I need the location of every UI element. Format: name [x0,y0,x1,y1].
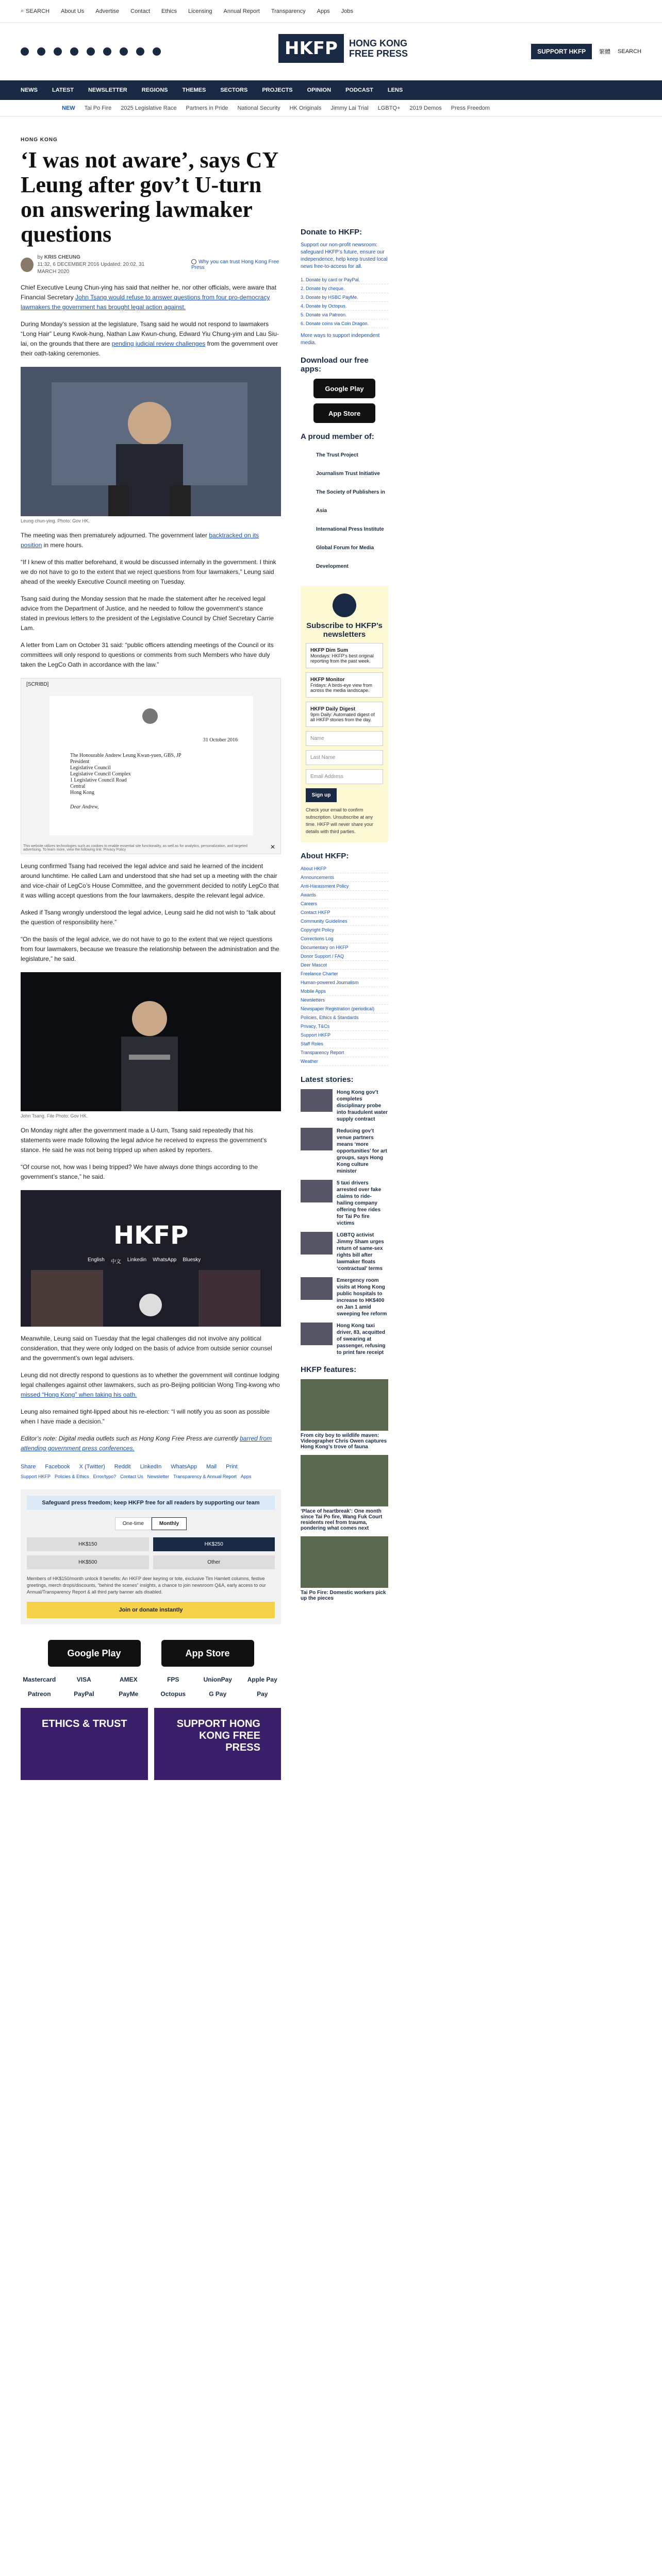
telegram-icon[interactable] [120,47,128,56]
latest-story[interactable] [301,1277,388,1317]
paragraph-text: The meeting was then prematurely adjourned. The government later [21,532,209,539]
share-facebook[interactable]: Facebook [45,1464,70,1470]
embedded-letter [49,696,253,835]
trust-link[interactable]: Why you can trust Hong Kong Free Press [191,259,279,270]
video-lang[interactable]: 中文 [110,1259,121,1265]
share-x[interactable]: X (Twitter) [79,1464,105,1470]
threads-icon[interactable] [70,47,78,56]
editor-note: Editor’s note: Digital media outlets such as Hong Kong Free Press are currently [21,1435,240,1442]
member-logo[interactable]: International Press Institute [316,527,384,532]
letter-salutation: Dear Andrew, [70,804,99,810]
latest-story[interactable] [301,1180,388,1227]
donate-option[interactable]: 5. Donate via Patreon. [301,311,388,319]
footer-link[interactable]: Newsletter [147,1474,170,1479]
payment-logo: PayPal [74,1690,94,1698]
about-link[interactable]: Support HKFP [301,1031,388,1040]
about-link[interactable]: Awards [301,891,388,900]
new-badge: NEW [62,105,75,111]
story-thumbnail [301,1277,333,1300]
story-title[interactable]: Hong Kong taxi driver, 83, acquitted of swearing at passenger, refusing to print fare receipt [337,1323,386,1355]
about-link[interactable]: Policies, Ethics & Standards [301,1013,388,1022]
share-reddit[interactable]: Reddit [114,1464,131,1470]
topic-link[interactable]: National Security [237,105,280,111]
payment-logo: Mastercard [23,1676,56,1683]
share-mail[interactable]: Mail [206,1464,217,1470]
latest-story[interactable] [301,1089,388,1123]
article-column [21,131,281,1780]
newsletter-name: HKFP Monitor [310,677,345,683]
amount-option[interactable]: HK$500 [27,1555,149,1569]
signup-button[interactable]: Sign up [306,788,337,802]
feature-image [301,1536,388,1588]
newsletter-signup [301,586,388,842]
hkfp-badge-icon [333,594,356,617]
paragraph-text: Chief Executive Leung Chun-ying has said that neither he, nor other officials, were aware that Financial Secretary [21,284,277,301]
nav-item[interactable]: NEWSLETTER [88,87,127,93]
about-link[interactable]: Community Guidelines [301,917,388,926]
feature-story[interactable] [301,1379,388,1450]
topic-link[interactable]: Press Freedom [451,105,490,111]
donate-header: Safeguard press freedom; keep HKFP free for all readers by supporting our team [27,1496,275,1510]
letter-date: 31 October 2016 [203,737,238,743]
letter-address-line: Hong Kong [70,790,94,795]
payment-logo: UnionPay [203,1676,232,1683]
top-bar [0,0,662,23]
about-link[interactable]: Freelance Charter [301,970,388,978]
paragraph-text: Leung did not directly respond to questions as to whether the government will continue lodging legal challenges against other lawmakers, such as pro-Beijing politician Wong Ting-kwong who [21,1371,280,1388]
payment-logo: Apple Pay [247,1676,277,1683]
latest-list [301,1089,388,1356]
features-list [301,1379,388,1601]
about-link[interactable]: Announcements [301,873,388,882]
newsletter-desc: Mondays: HKFP’s best original reporting from the past week. [310,653,374,664]
sidebar [301,218,388,1780]
about-link[interactable]: About HKFP [301,865,388,873]
paragraph-text: from the government over their oath-taking ceremonies. [21,340,278,357]
newsletter-option[interactable] [306,672,383,698]
about-link[interactable]: Copyright Policy [301,926,388,935]
paragraph-text: in mere hours. [42,541,84,549]
about-link[interactable]: Weather [301,1057,388,1066]
paragraph-text: Meanwhile, Leung said on Tuesday that the legal challenges did not involve any political consideration, that they were only lodged on the basis of advice from outside senior counsel and the government’s own legal advisers. [21,1335,272,1362]
letter-address-line: Legislative Council [70,765,111,771]
feature-story[interactable] [301,1536,388,1601]
newsletter-note: Check your email to confirm subscription. Unsubscribe at any time. HKFP will never share your details with third parties. [306,807,373,834]
photo-caption: Leung chun-ying. Photo: Gov HK. [21,518,90,523]
newsletter-name: HKFP Dim Sum [310,648,349,653]
header-search[interactable]: SEARCH [618,48,641,55]
topic-link[interactable]: LGBTQ+ [377,105,401,111]
email-input[interactable]: Email Address [306,769,383,784]
cookie-notice: This website utilizes technologies such as cookies to enable essential site functionality, as well as for analytics, personalization, and targeted advertising. To learn more, view the following link: Privacy Policy [23,844,247,852]
about-link[interactable]: Anti-Harassment Policy [301,882,388,891]
logo-text-line1: HONG KONG [349,38,407,48]
about-link[interactable]: Deer Mascot [301,961,388,970]
topic-link[interactable]: Partners in Pride [186,105,228,111]
top-link[interactable]: Jobs [341,8,353,14]
topic-link[interactable]: Jimmy Lai Trial [330,105,369,111]
payment-logo: Pay [257,1690,268,1698]
top-link[interactable]: Ethics [161,8,177,14]
about-link[interactable]: Donor Support / FAQ [301,952,388,961]
paragraph-text: Tsang said during the Monday session that he made the statement after he received legal advice from the Department of Justice, and he needed to follow the government’s stance stated in previous letters to the president of the Legislative Council by Chief Secretary Carrie Lam. [21,595,274,632]
share-print[interactable]: Print [226,1464,238,1470]
about-link[interactable]: Mobile Apps [301,987,388,996]
paragraph-text: During Monday’s session at the legislature, Tsang said he would not respond to lawmakers “Long Hair” Leung Kwok-hung, Nathan Law Kwun-chung, Edward Yiu Chung-yim and Lau Siu-lai, on the grounds that there are [21,320,279,347]
nav-item[interactable]: SECTORS [220,87,248,93]
about-list [301,865,388,1066]
topic-link[interactable]: Tai Po Fire [84,105,112,111]
story-title[interactable]: Emergency room visits at Hong Kong public hospitals to increase to HK$400 on Jan 1 amid sweeping fee reform [337,1278,387,1317]
hk-emblem [142,708,158,724]
member-logo[interactable]: The Trust Project [316,452,358,458]
top-link[interactable]: Contact [130,8,151,14]
inline-link[interactable]: John Tsang would refuse to answer questions from four pro-democracy lawmakers the government has brought legal action against. [21,294,270,311]
latest-story[interactable] [301,1232,388,1272]
topic-link[interactable]: 2019 Demos [409,105,442,111]
donate-option[interactable]: 1. Donate by card or PayPal. [301,276,388,284]
payment-logo: Patreon [27,1690,51,1698]
nav-item[interactable]: OPINION [307,87,332,93]
inline-link[interactable]: backtracked on its position [21,532,259,549]
member-logo[interactable]: Global Forum for Media Development [316,545,374,569]
author-name[interactable]: KRIS CHEUNG [44,255,80,260]
ethics-promo[interactable]: ETHICS & TRUST [21,1708,148,1780]
story-thumbnail [301,1180,333,1202]
tab-monthly[interactable]: Monthly [152,1517,187,1530]
video-logo: HKFP [113,1221,189,1250]
youtube-icon[interactable] [87,47,95,56]
feature-title[interactable]: Tai Po Fire: Domestic workers pick up the pieces [301,1590,386,1601]
facebook-icon[interactable] [21,47,29,56]
topic-link[interactable]: HK Originals [289,105,322,111]
paragraph-text: Asked if Tsang wrongly understood the legal advice, Leung said he did not wish to “talk about the question of responsibility here.” [21,909,276,926]
about-link[interactable]: Transparency Report [301,1048,388,1057]
last-name-input[interactable]: Last Name [306,750,383,765]
paragraph-text: Leung also remained tight-lipped about his re-election: “I will notify you as soon as possible when I have made a decision.” [21,1408,270,1425]
about-link[interactable]: Staff Roles [301,1040,388,1048]
photo-cy-leung [21,367,281,516]
feature-story[interactable] [301,1455,388,1531]
linkedin-icon[interactable] [103,47,111,56]
about-link[interactable]: Contact HKFP [301,908,388,917]
scribd-embed[interactable] [21,678,281,854]
nav-item[interactable]: LENS [387,87,403,93]
apps-title: Download our free apps: [301,356,369,374]
paragraph-text: A letter from Lam on October 31 said: “public officers attending meetings of the Council or its committees will only respond to questions or comments from such Members who have duly taken the LegCo Oath in accordance with the law.” [21,641,274,668]
footer-link[interactable]: Apps [240,1474,252,1479]
google-play-button[interactable]: Google Play [48,1640,141,1667]
close-icon[interactable]: ✕ [270,843,275,851]
about-link[interactable]: Privacy, T&Cs [301,1022,388,1031]
story-title[interactable]: Reducing gov’t venue partners means ‘more opportunities’ for art groups, says Hong Kong culture minister [337,1128,387,1174]
payment-logo: AMEX [119,1676,138,1683]
newsletter-option[interactable] [306,643,383,668]
video-thumb [198,1270,260,1327]
story-title[interactable]: Hong Kong gov’t completes disciplinary probe into fraudulent water supply contract [337,1090,388,1122]
footer-link[interactable]: Contact Us [120,1474,143,1479]
donate-option[interactable]: 6. Donate coins via Coin Dragon. [301,319,388,328]
about-title: About HKFP: [301,852,349,860]
paragraph-text: On Monday night after the government made a U-turn, Tsang said repeatedly that his statements were made following the legal advice he received to express the government’s stance. He said he was not being tripped up when asked by reporters. [21,1127,267,1154]
share-whatsapp[interactable]: WhatsApp [171,1464,197,1470]
story-thumbnail [301,1323,333,1345]
amount-option[interactable]: HK$150 [27,1537,149,1551]
top-link[interactable]: Apps [317,8,330,14]
paragraph-text: “If I knew of this matter beforehand, it would be discussed internally in the government. I think we do not have to go to the extent that we reject questions from four lawmakers,” Leung said ahead of the weekly Executive Council meeting on Tuesday. [21,558,276,585]
member-logo[interactable]: Journalism Trust Initiative [316,471,380,477]
nav-item[interactable]: LATEST [52,87,74,93]
paragraph-text: “Of course not, how was I being tripped? We have always done things according to the government’s stance,” he said. [21,1163,258,1180]
feature-image [301,1455,388,1506]
feature-image [301,1379,388,1431]
member-logo[interactable]: The Society of Publishers in Asia [316,489,385,514]
social-links [21,47,161,56]
story-thumbnail [301,1232,333,1255]
top-link[interactable]: Licensing [188,8,212,14]
story-title[interactable]: 5 taxi drivers arrested over fake claims to ride-hailing company offering free rides for Tai Po fire victims [337,1180,382,1226]
top-link[interactable]: Annual Report [223,8,260,14]
latest-story[interactable] [301,1128,388,1175]
about-link[interactable]: Human-powered Journalism [301,978,388,987]
x-icon[interactable] [37,47,45,56]
footer-link[interactable]: Transparency & Annual Report [173,1474,237,1479]
footer-link[interactable]: Policies & Ethics [55,1474,89,1479]
support-hkfp-button[interactable]: SUPPORT HKFP [531,44,592,59]
article-title: ‘I was not aware’, says CY Leung after gov’t U-turn on answering lawmaker questions [21,147,278,247]
main-nav [0,80,662,100]
support-promo[interactable]: SUPPORT HONG KONG FREE PRESS [154,1708,282,1780]
top-link[interactable]: Transparency [271,8,306,14]
share-linkedin[interactable]: LinkedIn [140,1464,162,1470]
newsletter-name: HKFP Daily Digest [310,706,356,712]
about-link[interactable]: Documentary on HKFP [301,943,388,952]
newsletter-title: Subscribe to HKFP’s newsletters [306,621,383,639]
top-link[interactable]: Advertise [95,8,120,14]
app-store-button[interactable]: App Store [313,403,375,423]
app-store-button[interactable]: App Store [161,1640,254,1667]
donate-option[interactable]: 3. Donate by HSBC PayMe. [301,293,388,302]
letter-address-line: Legislative Council Complex [70,771,131,777]
payment-logo: G Pay [209,1690,227,1698]
tab-one-time[interactable]: One-time [115,1517,152,1530]
footer-link[interactable]: Support HKFP [21,1474,51,1479]
top-search-link[interactable]: SEARCH [26,8,50,14]
nav-item[interactable]: PODCAST [345,87,373,93]
nav-item[interactable]: THEMES [182,87,206,93]
about-link[interactable]: Newsletters [301,996,388,1005]
letter-address-line: President [70,759,90,765]
publish-dates: 11:32, 6 DECEMBER 2016 Updated: 20:02, 31 MARCH 2020 [37,262,145,275]
story-title[interactable]: LGBTQ activist Jimmy Sham urges return of same-sex rights bill after lawmaker floats ‘contractual’ terms [337,1232,384,1272]
newsletter-desc: Fridays: A birds-eye view from across the media landscape. [310,683,373,693]
paragraph-text: Leung confirmed Tsang had received the legal advice and said he learned of the incident around lunchtime. He called Lam and understood that she had set up a meeting with the chair and vice-chair of LegCo’s House Committee, and the government decided to notify LegCo that it was willing accept questions from the four lawmakers, despite the relevant legal advice. [21,862,279,899]
author-avatar [21,258,34,272]
name-input[interactable]: Name [306,731,383,746]
instagram-icon[interactable] [54,47,62,56]
about-link[interactable]: Newspaper Registration (periodical) [301,1005,388,1013]
share-bar [21,1464,281,1470]
nav-item[interactable]: NEWS [21,87,38,93]
section-tag[interactable]: HONG KONG [21,137,58,143]
video-lang[interactable]: WhatsApp [153,1257,177,1263]
proud-title: A proud member of: [301,432,374,441]
video-lang[interactable]: Bluesky [183,1257,201,1263]
story-thumbnail [301,1128,333,1150]
feature-title[interactable]: From city boy to wildlife maven: Videographer Chris Owen captures Hong Kong’s trove of fauna [301,1433,387,1450]
photo-caption: John Tsang. File Photo: Gov HK. [21,1113,88,1118]
inline-link[interactable]: missed “Hong Kong” when taking his oath. [21,1391,137,1398]
top-link[interactable]: About Us [61,8,85,14]
play-icon[interactable] [139,1294,162,1316]
latest-title: Latest stories: [301,1075,354,1084]
photo-john-tsang [21,972,281,1111]
donate-option[interactable]: 2. Donate by cheque. [301,284,388,293]
donate-widget [21,1489,281,1624]
logo-text-line2: FREE PRESS [349,48,408,59]
video-lang[interactable]: English [88,1257,105,1263]
nav-item[interactable]: PROJECTS [262,87,293,93]
newsletter-option[interactable] [306,702,383,727]
rss-icon[interactable] [153,47,161,56]
article-footer-links [21,1474,281,1479]
article-body [21,283,281,359]
inline-link[interactable]: pending judicial review challenges [111,340,206,347]
payment-methods [21,1676,281,1698]
feature-title[interactable]: ‘Place of heartbreak’: One month since Tai Po fire, Wang Fuk Court residents reel from trauma, pondering what comes next [301,1509,383,1531]
newsletter-desc: 9pm Daily: Automated digest of all HKFP stories from the day. [310,712,375,722]
search-icon[interactable]: ⌕ [21,8,24,14]
site-logo[interactable] [278,34,408,63]
footer-link[interactable]: Error/typo? [93,1474,117,1479]
membership-benefits: Members of HK$150/month unlock 8 benefits: An HKFP deer keyring or tote, exclusive Tim Hamlett columns, festive greetings, merch drops/discounts, “behind the scenes” insights, a chance to join newsroom Q&A, early access to our Annual/Transparency Report & all third party banner ads disabled. [27,1576,266,1595]
donate-option[interactable]: 4. Donate by Octopus. [301,302,388,311]
story-thumbnail [301,1089,333,1112]
donate-text[interactable]: Support our non-profit newsroom: safeguard HKFP’s future, ensure our independence, help keep trusted local news free-to-access for all. [301,242,388,269]
latest-story[interactable] [301,1323,388,1356]
payment-logo: Octopus [160,1690,186,1698]
join-donate-button[interactable]: Join or donate instantly [27,1602,275,1618]
donate-title: Donate to HKFP: [301,228,362,236]
about-link[interactable]: Corrections Log [301,935,388,943]
payment-logo: PayMe [119,1690,139,1698]
video-thumb [31,1270,103,1327]
letter-address-line: Central [70,784,86,789]
payment-logo: VISA [76,1676,91,1683]
logo-mark: HKFP [278,34,344,63]
features-title: HKFP features: [301,1365,357,1374]
letter-address-line: The Honourable Andrew Leung Kwan-yuen, GBS, JP [70,753,181,758]
video-lang[interactable]: Linkedin [127,1257,147,1263]
byline: by KRIS CHEUNG 11:32, 6 DECEMBER 2016 Updated: 20:02, 31 MARCH 2020 Why you can trust Hong Kong Free Press [21,254,281,276]
inline-link[interactable]: barred from attending government press conferences. [21,1435,272,1452]
scribd-label: [SCRIBD] [26,682,49,687]
topics-bar [0,100,662,116]
payment-logo: FPS [167,1676,179,1683]
share-label: Share [21,1464,36,1470]
video-embed[interactable] [21,1190,281,1327]
more-ways-link[interactable]: More ways to support independent media. [301,333,380,346]
amount-option[interactable]: Other [153,1555,275,1569]
site-header [0,23,662,80]
letter-address-line: 1 Legislative Council Road [70,777,127,783]
paragraph-text: “On the basis of the legal advice, we do not have to go to the extent that we reject questions from four lawmakers, because we treasure the relationship between the administration and the legislature,” he said. [21,936,279,962]
amount-option[interactable]: HK$250 [153,1537,275,1551]
language-switch[interactable]: 繁體 [599,49,611,55]
topic-link[interactable]: 2025 Legislative Race [121,105,177,111]
about-link[interactable]: Careers [301,900,388,908]
info-icon [191,259,196,264]
google-play-button[interactable]: Google Play [313,379,375,398]
bluesky-icon[interactable] [136,47,144,56]
nav-item[interactable]: REGIONS [141,87,168,93]
